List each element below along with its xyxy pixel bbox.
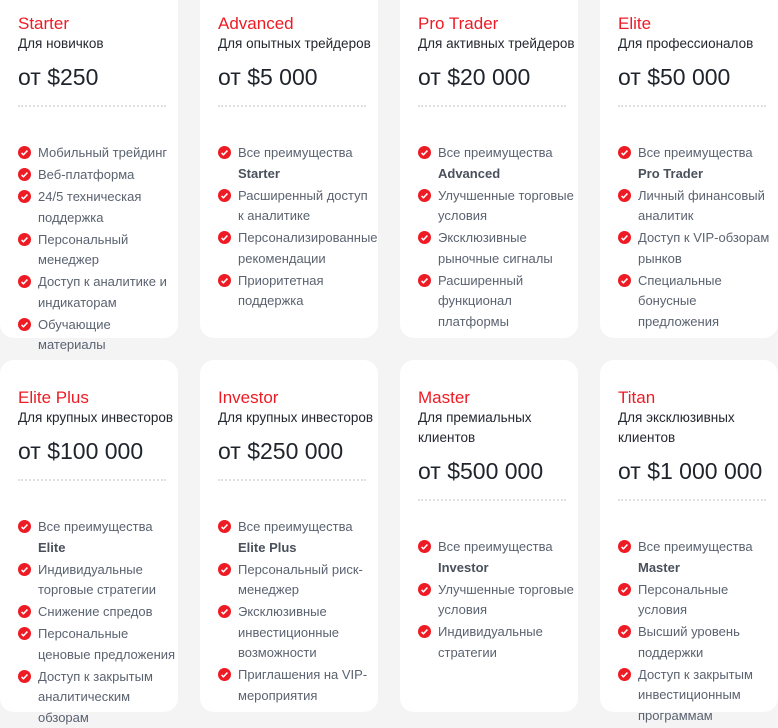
feature-text-regular: Приглашения на VIP-мероприятия — [238, 667, 367, 703]
check-icon — [18, 563, 31, 576]
check-icon — [618, 583, 631, 596]
plan-price: от $100 000 — [18, 436, 176, 466]
check-icon — [418, 146, 431, 159]
feature-text — [238, 186, 376, 227]
plan-feature-list — [618, 143, 776, 332]
feature-text-regular: Все преимущества — [638, 539, 753, 554]
check-icon — [218, 189, 231, 202]
feature-text-regular: Все преимущества — [638, 145, 753, 160]
check-icon — [218, 563, 231, 576]
feature-item — [218, 602, 376, 664]
feature-item — [18, 272, 176, 313]
plan-subtitle: Для профессионалов — [618, 34, 776, 54]
feature-item — [18, 230, 176, 271]
feature-text — [238, 228, 376, 269]
feature-text — [38, 602, 176, 623]
feature-text — [438, 580, 576, 621]
feature-item — [418, 186, 576, 227]
feature-item — [418, 228, 576, 269]
feature-text — [38, 143, 176, 164]
feature-text-regular: Персональные условия — [638, 582, 728, 618]
feature-item — [218, 517, 376, 558]
feature-text-regular: Все преимущества — [438, 145, 553, 160]
feature-text — [638, 537, 776, 578]
feature-text-regular: Мобильный трейдинг — [38, 145, 167, 160]
feature-text-bold: Master — [638, 560, 680, 575]
plan-feature-list — [18, 143, 176, 356]
plan-card — [0, 0, 178, 338]
plan-feature-list — [18, 517, 176, 728]
plan-price: от $1 000 000 — [618, 456, 776, 486]
check-icon — [218, 146, 231, 159]
feature-text-regular: Доступ к аналитике и индикаторам — [38, 274, 167, 310]
plan-title: Starter — [18, 14, 176, 34]
feature-text-bold: Elite — [38, 540, 65, 555]
feature-text — [38, 667, 176, 728]
check-icon — [618, 625, 631, 638]
check-icon — [418, 231, 431, 244]
feature-text-regular: Расширенный доступ к аналитике — [238, 188, 368, 224]
plan-title: Advanced — [218, 14, 376, 34]
feature-text-bold: Starter — [238, 166, 280, 181]
feature-item — [218, 143, 376, 184]
feature-text-regular: Приоритетная поддержка — [238, 273, 324, 309]
feature-item — [418, 580, 576, 621]
feature-text — [438, 228, 576, 269]
feature-text-regular: Эксклюзивные рыночные сигналы — [438, 230, 553, 266]
feature-text-bold: Investor — [438, 560, 489, 575]
plan-title: Elite — [618, 14, 776, 34]
feature-item — [18, 560, 176, 601]
check-icon — [618, 189, 631, 202]
plan-price: от $250 — [18, 62, 176, 92]
feature-text — [238, 271, 376, 312]
feature-text — [438, 186, 576, 227]
feature-text — [38, 517, 176, 558]
feature-item — [18, 187, 176, 228]
feature-text-regular: Улучшенные торговые условия — [438, 582, 574, 618]
feature-text — [38, 315, 176, 356]
feature-text — [438, 537, 576, 578]
plan-card — [200, 0, 378, 338]
plan-card — [200, 360, 378, 712]
feature-item — [18, 602, 176, 623]
feature-item — [18, 667, 176, 728]
feature-text-regular: Расширенный функционал платформы — [438, 273, 523, 329]
check-icon — [418, 625, 431, 638]
feature-text-regular: Снижение спредов — [38, 604, 152, 619]
check-icon — [18, 168, 31, 181]
feature-item — [218, 665, 376, 706]
feature-text — [638, 580, 776, 621]
feature-text — [38, 560, 176, 601]
plan-card — [400, 0, 578, 338]
feature-text — [638, 143, 776, 184]
feature-item — [418, 537, 576, 578]
check-icon — [618, 540, 631, 553]
check-icon — [18, 627, 31, 640]
feature-text — [438, 271, 576, 333]
plan-title: Elite Plus — [18, 388, 176, 408]
feature-text-bold: Advanced — [438, 166, 500, 181]
feature-text-bold: Elite Plus — [238, 540, 297, 555]
feature-text-regular: Персональный менеджер — [38, 232, 128, 268]
check-icon — [218, 605, 231, 618]
plan-subtitle: Для эксклюзивных клиентов — [618, 408, 776, 448]
feature-text-regular: Высший уровень поддержки — [638, 624, 740, 660]
plan-price: от $20 000 — [418, 62, 576, 92]
check-icon — [618, 668, 631, 681]
feature-text — [238, 143, 376, 184]
feature-text-regular: Доступ к закрытым аналитическим обзорам — [38, 669, 153, 725]
check-icon — [218, 520, 231, 533]
feature-text — [238, 517, 376, 558]
feature-item — [18, 624, 176, 665]
feature-text-regular: Все преимущества — [238, 145, 353, 160]
feature-item — [418, 143, 576, 184]
feature-item — [218, 560, 376, 601]
feature-text — [38, 624, 176, 665]
plan-price: от $500 000 — [418, 456, 576, 486]
plan-subtitle: Для крупных инвесторов — [218, 408, 376, 428]
feature-text-regular: 24/5 техническая поддержка — [38, 189, 141, 225]
feature-item — [618, 537, 776, 578]
feature-text-regular: Специальные бонусные предложения — [638, 273, 722, 329]
plan-price: от $250 000 — [218, 436, 376, 466]
feature-text-regular: Все преимущества — [238, 519, 353, 534]
feature-text — [638, 665, 776, 727]
feature-item — [618, 271, 776, 333]
feature-text-regular: Улучшенные торговые условия — [438, 188, 574, 224]
feature-item — [618, 143, 776, 184]
check-icon — [418, 189, 431, 202]
feature-text-regular: Обучающие материалы — [38, 317, 111, 353]
plan-subtitle: Для новичков — [18, 34, 176, 54]
check-icon — [418, 583, 431, 596]
plan-title: Titan — [618, 388, 776, 408]
check-icon — [218, 668, 231, 681]
check-icon — [618, 146, 631, 159]
check-icon — [18, 190, 31, 203]
plan-card — [600, 360, 778, 712]
feature-text — [38, 230, 176, 271]
feature-item — [18, 143, 176, 164]
feature-text-regular: Персонализированные рекомендации — [238, 230, 378, 266]
check-icon — [18, 520, 31, 533]
feature-item — [618, 580, 776, 621]
feature-text-regular: Доступ к закрытым инвестиционным программам — [638, 667, 753, 723]
feature-text — [238, 560, 376, 601]
plan-title: Master — [418, 388, 576, 408]
feature-item — [618, 186, 776, 227]
check-icon — [18, 605, 31, 618]
feature-text-regular: Индивидуальные торговые стратегии — [38, 562, 156, 598]
plan-title: Investor — [218, 388, 376, 408]
feature-item — [618, 622, 776, 663]
feature-text-regular: Все преимущества — [38, 519, 153, 534]
check-icon — [418, 540, 431, 553]
plan-subtitle: Для премиальных клиентов — [418, 408, 576, 448]
feature-text-regular: Индивидуальные стратегии — [438, 624, 543, 660]
divider — [618, 105, 766, 107]
check-icon — [218, 231, 231, 244]
divider — [618, 499, 766, 501]
feature-item — [18, 517, 176, 558]
feature-item — [618, 665, 776, 727]
check-icon — [418, 274, 431, 287]
plan-price: от $50 000 — [618, 62, 776, 92]
plan-subtitle: Для крупных инвесторов — [18, 408, 176, 428]
plan-title: Pro Trader — [418, 14, 576, 34]
feature-text — [438, 622, 576, 663]
plan-feature-list — [218, 517, 376, 706]
feature-text — [38, 272, 176, 313]
divider — [18, 105, 166, 107]
feature-item — [18, 165, 176, 186]
plan-subtitle: Для активных трейдеров — [418, 34, 576, 54]
plan-price: от $5 000 — [218, 62, 376, 92]
feature-text — [638, 622, 776, 663]
plan-feature-list — [218, 143, 376, 312]
plan-card — [0, 360, 178, 712]
check-icon — [618, 274, 631, 287]
feature-text — [638, 186, 776, 227]
feature-text-regular: Веб-платформа — [38, 167, 134, 182]
feature-item — [418, 271, 576, 333]
feature-text — [238, 665, 376, 706]
plan-card — [400, 360, 578, 712]
feature-item — [218, 186, 376, 227]
divider — [218, 479, 366, 481]
feature-item — [18, 315, 176, 356]
feature-text — [38, 165, 176, 186]
feature-text-regular: Личный финансовый аналитик — [638, 188, 765, 224]
feature-item — [218, 228, 376, 269]
feature-text-regular: Эксклюзивные инвестиционные возможности — [238, 604, 339, 660]
divider — [18, 479, 166, 481]
check-icon — [618, 231, 631, 244]
check-icon — [18, 670, 31, 683]
check-icon — [18, 233, 31, 246]
plan-feature-list — [418, 537, 576, 663]
feature-item — [418, 622, 576, 663]
divider — [418, 105, 566, 107]
feature-text-regular: Все преимущества — [438, 539, 553, 554]
plan-feature-list — [618, 537, 776, 726]
plan-feature-list — [418, 143, 576, 332]
feature-text-regular: Персональный риск-менеджер — [238, 562, 363, 598]
plan-card — [600, 0, 778, 338]
check-icon — [18, 318, 31, 331]
feature-text — [38, 187, 176, 228]
feature-text-bold: Pro Trader — [638, 166, 703, 181]
divider — [218, 105, 366, 107]
feature-text — [638, 228, 776, 269]
feature-text-regular: Персональные ценовые предложения — [38, 626, 175, 662]
check-icon — [218, 274, 231, 287]
feature-text-regular: Доступ к VIP-обзорам рынков — [638, 230, 769, 266]
feature-item — [218, 271, 376, 312]
feature-text — [238, 602, 376, 664]
check-icon — [18, 146, 31, 159]
feature-text — [638, 271, 776, 333]
feature-item — [618, 228, 776, 269]
divider — [418, 499, 566, 501]
check-icon — [18, 275, 31, 288]
plan-subtitle: Для опытных трейдеров — [218, 34, 376, 54]
feature-text — [438, 143, 576, 184]
